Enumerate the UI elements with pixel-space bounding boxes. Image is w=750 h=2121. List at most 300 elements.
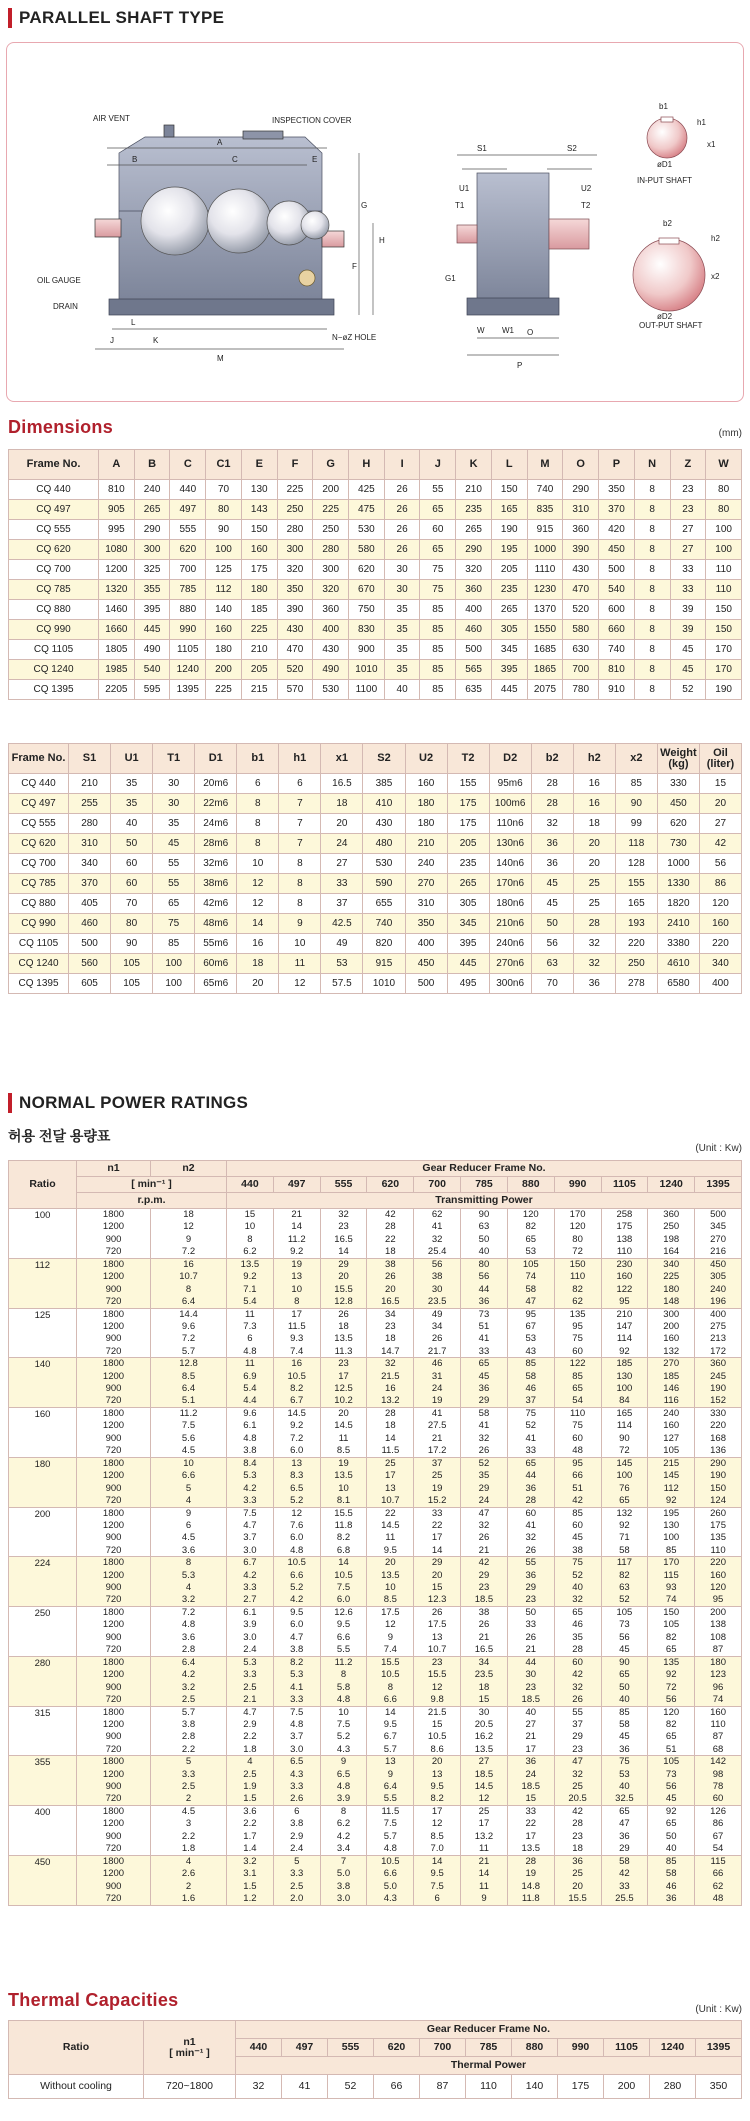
power-cell: 6.5 xyxy=(273,1756,320,1768)
frame-header: 1240 xyxy=(648,1177,695,1193)
value-cell: 65 xyxy=(420,500,456,520)
power-cell: 22 xyxy=(367,1507,414,1519)
power-cell: 7.6 xyxy=(273,1519,320,1531)
value-cell: 405 xyxy=(69,894,111,914)
power-cell: 25.5 xyxy=(601,1893,648,1905)
value-cell: 1460 xyxy=(99,600,135,620)
power-cell: 6.7 xyxy=(273,1395,320,1407)
value-cell: 700 xyxy=(170,560,206,580)
value-cell: 140 xyxy=(206,600,242,620)
value-cell: 360 xyxy=(563,520,599,540)
power-cell: 44 xyxy=(507,1470,554,1482)
table-row xyxy=(9,1557,742,1569)
power-cell: 6.8 xyxy=(320,1544,367,1556)
value-cell: 105 xyxy=(111,954,153,974)
power-cell: 9.5 xyxy=(273,1607,320,1619)
table-row xyxy=(9,1768,742,1780)
value-cell: 1685 xyxy=(527,640,563,660)
value-cell: 6 xyxy=(237,774,279,794)
value-cell: 278 xyxy=(615,974,657,994)
value-cell: 130n6 xyxy=(489,834,531,854)
value-cell: 205 xyxy=(491,560,527,580)
table-row xyxy=(9,1507,742,1519)
power-cell: 53 xyxy=(507,1333,554,1345)
speed-cell: 720 xyxy=(77,1843,151,1855)
power-cell: 13 xyxy=(273,1457,320,1469)
table-row xyxy=(9,1669,742,1681)
power-cell: 42 xyxy=(554,1806,601,1818)
power-cell: 58 xyxy=(507,1283,554,1295)
power-cell: 220 xyxy=(695,1420,742,1432)
power-cell: 29 xyxy=(554,1731,601,1743)
power-cell: 18 xyxy=(367,1420,414,1432)
value-cell: 175 xyxy=(241,560,277,580)
value-cell: 160 xyxy=(699,914,741,934)
value-cell: 42m6 xyxy=(195,894,237,914)
power-cell: 72 xyxy=(554,1246,601,1258)
power-cell: 4.1 xyxy=(273,1681,320,1693)
value-cell: 280 xyxy=(277,520,313,540)
power-cell: 52 xyxy=(554,1569,601,1581)
power-cell: 63 xyxy=(601,1582,648,1594)
frame-header: 555 xyxy=(320,1177,367,1193)
value-cell: 265 xyxy=(134,500,170,520)
power-cell: 6.1 xyxy=(227,1607,274,1619)
power-cell: 6.1 xyxy=(227,1420,274,1432)
table-row xyxy=(9,1519,742,1531)
power-cell: 40 xyxy=(507,1706,554,1718)
power-cell: 41 xyxy=(507,1432,554,1444)
value-cell: 700 xyxy=(563,660,599,680)
power-cell: 51 xyxy=(461,1320,508,1332)
power-cell: 54 xyxy=(554,1395,601,1407)
power-cell: 110 xyxy=(695,1718,742,1730)
power-cell: 7.5 xyxy=(367,1818,414,1830)
power-cell: 13.5 xyxy=(367,1569,414,1581)
power-cell: 8 xyxy=(320,1669,367,1681)
power-cell: 67 xyxy=(507,1320,554,1332)
power-cell: 40 xyxy=(461,1246,508,1258)
column-header: b1 xyxy=(237,744,279,774)
dim-S2: S2 xyxy=(567,144,577,153)
frame-header: 785 xyxy=(461,1177,508,1193)
speed-cell: 1200 xyxy=(77,1818,151,1830)
table-row xyxy=(9,1868,742,1880)
value-cell: 370 xyxy=(69,874,111,894)
value-cell: 27 xyxy=(670,520,706,540)
speed-cell: 1800 xyxy=(77,1308,151,1320)
value-cell: 110n6 xyxy=(489,814,531,834)
power-cell: 19 xyxy=(414,1395,461,1407)
header-row xyxy=(9,1161,742,1177)
power-cell: 7.0 xyxy=(414,1843,461,1855)
power-cell: 15 xyxy=(507,1793,554,1805)
column-header: N xyxy=(634,450,670,480)
power-cell: 60 xyxy=(507,1507,554,1519)
frame-cell: CQ 700 xyxy=(9,854,69,874)
power-cell: 17.2 xyxy=(414,1445,461,1457)
power-cell: 45 xyxy=(461,1370,508,1382)
power-cell: 13 xyxy=(414,1631,461,1643)
value-cell: 220 xyxy=(615,934,657,954)
value-cell: 900 xyxy=(349,640,385,660)
power-cell: 36 xyxy=(601,1743,648,1755)
power-cell: 300 xyxy=(648,1308,695,1320)
power-cell: 33 xyxy=(507,1445,554,1457)
speed-cell: 900 xyxy=(77,1482,151,1494)
value-cell: 290 xyxy=(134,520,170,540)
power-cell: 19 xyxy=(507,1868,554,1880)
dim-O: O xyxy=(527,328,534,337)
value-cell: 150 xyxy=(491,480,527,500)
power-cell: 48 xyxy=(695,1893,742,1905)
power-cell: 26 xyxy=(554,1694,601,1706)
speed-cell: 3 xyxy=(151,1818,227,1830)
power-cell: 46 xyxy=(507,1383,554,1395)
power-cell: 2.6 xyxy=(273,1793,320,1805)
thermal-cell: 200 xyxy=(604,2075,650,2099)
power-cell: 114 xyxy=(601,1333,648,1345)
value-cell: 560 xyxy=(69,954,111,974)
power-cell: 110 xyxy=(554,1271,601,1283)
value-cell: 120 xyxy=(699,894,741,914)
power-cell: 172 xyxy=(695,1345,742,1357)
power-cell: 148 xyxy=(648,1296,695,1308)
value-cell: 730 xyxy=(657,834,699,854)
label-inspection-cover: INSPECTION COVER xyxy=(272,116,352,125)
column-header: Weight (kg) xyxy=(657,744,699,774)
value-cell: 165 xyxy=(615,894,657,914)
power-cell: 200 xyxy=(648,1320,695,1332)
value-cell: 500 xyxy=(405,974,447,994)
power-cell: 13.5 xyxy=(320,1470,367,1482)
dim-D2: øD2 xyxy=(657,312,673,321)
column-header: x2 xyxy=(615,744,657,774)
frame-header: 1240 xyxy=(650,2039,696,2057)
power-cell: 3.9 xyxy=(227,1619,274,1631)
power-cell: 132 xyxy=(601,1507,648,1519)
value-cell: 1000 xyxy=(527,540,563,560)
value-cell: 30 xyxy=(153,774,195,794)
value-cell: 180 xyxy=(405,794,447,814)
frame-cell: CQ 990 xyxy=(9,914,69,934)
value-cell: 15 xyxy=(699,774,741,794)
value-cell: 18 xyxy=(321,794,363,814)
value-cell: 60 xyxy=(420,520,456,540)
value-cell: 28 xyxy=(531,774,573,794)
ratio-header: Ratio xyxy=(9,2021,144,2075)
column-header: Oil (liter) xyxy=(699,744,741,774)
table-row xyxy=(9,934,742,954)
frame-cell: CQ 1105 xyxy=(9,934,69,954)
power-cell: 160 xyxy=(648,1333,695,1345)
speed-cell: 720 xyxy=(77,1296,151,1308)
n1-label: n1 xyxy=(183,2036,196,2048)
value-cell: 18 xyxy=(573,814,615,834)
value-cell: 290 xyxy=(456,540,492,560)
power-cell: 37 xyxy=(414,1457,461,1469)
table-row xyxy=(9,954,742,974)
value-cell: 26 xyxy=(384,500,420,520)
frame-header: 1395 xyxy=(696,2039,742,2057)
power-cell: 7.5 xyxy=(320,1582,367,1594)
table-row xyxy=(9,1395,742,1407)
power-cell: 9.6 xyxy=(227,1408,274,1420)
power-korean-title: 허용 전달 용량표 xyxy=(8,1128,111,1144)
power-cell: 16 xyxy=(273,1358,320,1370)
power-cell: 92 xyxy=(601,1345,648,1357)
value-cell: 53 xyxy=(321,954,363,974)
value-cell: 1395 xyxy=(170,680,206,700)
power-cell: 14 xyxy=(367,1432,414,1444)
power-cell: 29 xyxy=(461,1395,508,1407)
value-cell: 280 xyxy=(313,540,349,560)
value-cell: 26 xyxy=(384,480,420,500)
value-cell: 440 xyxy=(170,480,206,500)
power-cell: 6.0 xyxy=(273,1532,320,1544)
power-cell: 17 xyxy=(273,1308,320,1320)
power-cell: 78 xyxy=(695,1781,742,1793)
power-cell: 7.5 xyxy=(273,1706,320,1718)
power-cell: 10 xyxy=(273,1283,320,1295)
value-cell: 24m6 xyxy=(195,814,237,834)
speed-cell: 5 xyxy=(151,1756,227,1768)
value-cell: 16 xyxy=(237,934,279,954)
speed-cell: 4 xyxy=(151,1582,227,1594)
power-cell: 14.5 xyxy=(320,1420,367,1432)
value-cell: 140n6 xyxy=(489,854,531,874)
power-cell: 26 xyxy=(414,1607,461,1619)
speed-cell: 6.4 xyxy=(151,1296,227,1308)
power-cell: 14 xyxy=(273,1221,320,1233)
power-cell: 100 xyxy=(601,1383,648,1395)
column-header: S1 xyxy=(69,744,111,774)
power-cell: 152 xyxy=(695,1395,742,1407)
power-cell: 20.5 xyxy=(554,1793,601,1805)
power-cell: 3.6 xyxy=(227,1806,274,1818)
table-row xyxy=(9,794,742,814)
power-cell: 10.5 xyxy=(273,1557,320,1569)
power-cell: 23 xyxy=(414,1656,461,1668)
power-cell: 9.3 xyxy=(273,1333,320,1345)
power-cell: 68 xyxy=(695,1743,742,1755)
power-cell: 13.5 xyxy=(227,1258,274,1270)
power-cell: 65 xyxy=(648,1731,695,1743)
table-row xyxy=(9,1781,742,1793)
power-cell: 15 xyxy=(414,1718,461,1730)
value-cell: 410 xyxy=(363,794,405,814)
dimensions-title-text: Dimensions xyxy=(8,417,114,437)
power-cell: 92 xyxy=(648,1806,695,1818)
value-cell: 57.5 xyxy=(321,974,363,994)
power-cell: 14.8 xyxy=(507,1880,554,1892)
power-cell: 110 xyxy=(695,1544,742,1556)
power-cell: 270 xyxy=(695,1233,742,1245)
ratio-cell: 400 xyxy=(9,1806,77,1856)
ratio-cell: 315 xyxy=(9,1706,77,1756)
value-cell: 32 xyxy=(573,934,615,954)
value-cell: 235 xyxy=(447,854,489,874)
power-cell: 230 xyxy=(601,1258,648,1270)
dim-x2: x2 xyxy=(711,272,720,281)
speed-cell: 4.8 xyxy=(151,1619,227,1631)
power-cell: 80 xyxy=(554,1233,601,1245)
speed-cell: 4.5 xyxy=(151,1445,227,1457)
power-cell: 8.5 xyxy=(367,1594,414,1606)
value-cell: 8 xyxy=(237,794,279,814)
dimensions-unit: (mm) xyxy=(718,428,742,439)
value-cell: 445 xyxy=(447,954,489,974)
power-cell: 25 xyxy=(461,1806,508,1818)
power-cell: 5.0 xyxy=(320,1868,367,1880)
power-cell: 60 xyxy=(554,1656,601,1668)
power-cell: 38 xyxy=(414,1271,461,1283)
power-cell: 9 xyxy=(320,1756,367,1768)
power-cell: 12 xyxy=(367,1619,414,1631)
power-cell: 82 xyxy=(648,1631,695,1643)
value-cell: 580 xyxy=(563,620,599,640)
power-cell: 170 xyxy=(554,1209,601,1221)
power-cell: 6 xyxy=(414,1893,461,1905)
power-cell: 18 xyxy=(461,1681,508,1693)
power-cell: 10.5 xyxy=(273,1370,320,1382)
value-cell: 8 xyxy=(634,660,670,680)
value-cell: 785 xyxy=(170,580,206,600)
power-cell: 56 xyxy=(601,1631,648,1643)
frame-header: 990 xyxy=(558,2039,604,2057)
power-cell: 58 xyxy=(507,1370,554,1382)
power-cell: 6.6 xyxy=(367,1868,414,1880)
value-cell: 470 xyxy=(563,580,599,600)
value-cell: 1080 xyxy=(99,540,135,560)
power-cell: 210 xyxy=(601,1308,648,1320)
power-cell: 21 xyxy=(507,1731,554,1743)
value-cell: 750 xyxy=(349,600,385,620)
power-cell: 56 xyxy=(414,1258,461,1270)
power-cell: 9.8 xyxy=(414,1694,461,1706)
power-cell: 185 xyxy=(648,1370,695,1382)
ratio-cell: 250 xyxy=(9,1607,77,1657)
value-cell: 445 xyxy=(491,680,527,700)
power-cell: 136 xyxy=(695,1445,742,1457)
value-cell: 1805 xyxy=(99,640,135,660)
power-cell: 2.1 xyxy=(227,1694,274,1706)
column-header: C1 xyxy=(206,450,242,480)
value-cell: 2075 xyxy=(527,680,563,700)
thermal-cell: 280 xyxy=(650,2075,696,2099)
table-row xyxy=(9,1221,742,1233)
value-cell: 210 xyxy=(405,834,447,854)
power-cell: 46 xyxy=(414,1358,461,1370)
power-cell: 2.4 xyxy=(273,1843,320,1855)
power-cell: 82 xyxy=(507,1221,554,1233)
value-cell: 8 xyxy=(634,580,670,600)
power-cell: 4.7 xyxy=(227,1519,274,1531)
thermal-cell: 32 xyxy=(236,2075,282,2099)
speed-cell: 2.2 xyxy=(151,1830,227,1842)
value-cell: 75 xyxy=(153,914,195,934)
power-cell: 135 xyxy=(648,1656,695,1668)
power-cell: 9.2 xyxy=(273,1420,320,1432)
dim-h2: h2 xyxy=(711,234,720,243)
value-cell: 55m6 xyxy=(195,934,237,954)
value-cell: 80 xyxy=(706,480,742,500)
table-row xyxy=(9,1358,742,1370)
power-cell: 65 xyxy=(461,1358,508,1370)
value-cell: 620 xyxy=(349,560,385,580)
power-cell: 5.5 xyxy=(320,1644,367,1656)
speed-cell: 900 xyxy=(77,1532,151,1544)
table-row xyxy=(9,640,742,660)
value-cell: 520 xyxy=(277,660,313,680)
power-cell: 114 xyxy=(601,1420,648,1432)
value-cell: 56 xyxy=(531,934,573,954)
table-row xyxy=(9,894,742,914)
column-header: P xyxy=(599,450,635,480)
power-cell: 5.0 xyxy=(367,1880,414,1892)
table-row xyxy=(9,1470,742,1482)
power-cell: 1.5 xyxy=(227,1793,274,1805)
power-cell: 92 xyxy=(648,1495,695,1507)
value-cell: 450 xyxy=(405,954,447,974)
frame-header: 555 xyxy=(328,2039,374,2057)
power-cell: 47 xyxy=(554,1756,601,1768)
power-cell: 23 xyxy=(320,1221,367,1233)
value-cell: 1110 xyxy=(527,560,563,580)
table-row xyxy=(9,620,742,640)
table-row xyxy=(9,1694,742,1706)
power-cell: 8.3 xyxy=(273,1470,320,1482)
power-cell: 6.9 xyxy=(227,1370,274,1382)
power-cell: 116 xyxy=(648,1395,695,1407)
power-cell: 7.3 xyxy=(227,1320,274,1332)
value-cell: 425 xyxy=(349,480,385,500)
value-cell: 36 xyxy=(573,974,615,994)
power-cell: 100 xyxy=(648,1532,695,1544)
table-row xyxy=(9,680,742,700)
power-cell: 8 xyxy=(367,1681,414,1693)
value-cell: 6580 xyxy=(657,974,699,994)
label-drain: DRAIN xyxy=(53,302,78,311)
speed-cell: 7.5 xyxy=(151,1420,227,1432)
value-cell: 16 xyxy=(573,774,615,794)
speed-cell: 1200 xyxy=(77,1271,151,1283)
power-cell: 75 xyxy=(554,1333,601,1345)
speed-cell: 8 xyxy=(151,1557,227,1569)
table-row xyxy=(9,580,742,600)
value-cell: 55 xyxy=(153,854,195,874)
value-cell: 500 xyxy=(456,640,492,660)
speed-cell: 900 xyxy=(77,1631,151,1643)
speed-cell: 900 xyxy=(77,1681,151,1693)
power-cell: 160 xyxy=(601,1271,648,1283)
power-cell: 22 xyxy=(414,1519,461,1531)
table-row xyxy=(9,2075,742,2099)
value-cell: 310 xyxy=(563,500,599,520)
power-cell: 24 xyxy=(414,1383,461,1395)
value-cell: 400 xyxy=(699,974,741,994)
power-cell: 32 xyxy=(554,1594,601,1606)
speed-cell: 9 xyxy=(151,1233,227,1245)
value-cell: 28 xyxy=(531,794,573,814)
power-cell: 11.2 xyxy=(273,1233,320,1245)
column-header: U2 xyxy=(405,744,447,774)
power-cell: 73 xyxy=(648,1768,695,1780)
dim-T2: T2 xyxy=(581,201,591,210)
frame-header: 440 xyxy=(236,2039,282,2057)
power-cell: 105 xyxy=(648,1619,695,1631)
value-cell: 12 xyxy=(237,874,279,894)
